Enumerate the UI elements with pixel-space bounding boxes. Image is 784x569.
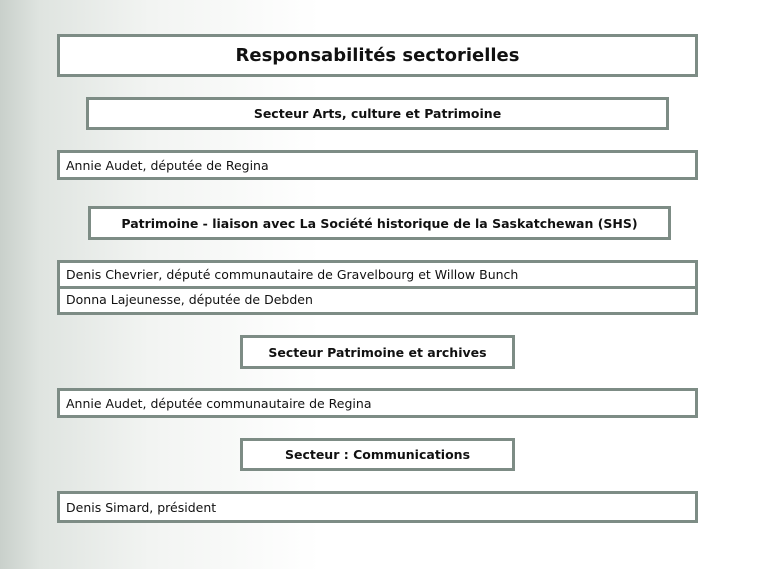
member-group [57,260,698,315]
page-title-box [57,34,698,77]
page-title: Responsabilités sectorielles [235,45,520,66]
member-name: Donna Lajeunesse, députée de Debden [66,291,313,307]
section-heading-label: Secteur Arts, culture et Patrimoine [253,106,502,121]
section-heading-label: Patrimoine - liaison avec La Société historique de la Saskatchewan (SHS) [121,215,638,231]
section-heading-communications [240,438,515,471]
member-name: Denis Simard, président [66,499,217,515]
section-heading-label: Secteur Patrimoine et archives [268,344,487,360]
member-entry [60,286,695,309]
section-heading-patrimoine-shs [88,206,671,240]
member-name: Annie Audet, députée de Regina [66,157,269,173]
member-entry [60,263,695,286]
member-entry [57,150,698,180]
member-entry [57,491,698,523]
member-name: Annie Audet, députée communautaire de Regina [66,395,372,411]
member-name: Denis Chevrier, député communautaire de Gravelbourg et Willow Bunch [66,267,519,282]
section-heading-label: Secteur : Communications [284,447,471,462]
section-heading-patrimoine-archives [240,335,515,369]
member-entry [57,388,698,418]
section-heading-arts-culture [86,97,669,130]
